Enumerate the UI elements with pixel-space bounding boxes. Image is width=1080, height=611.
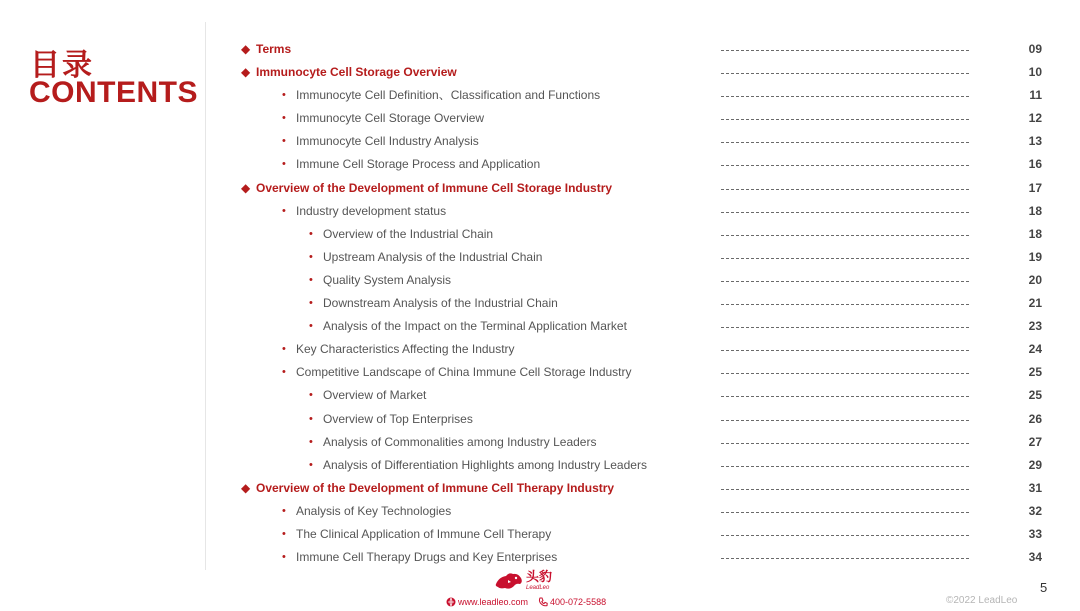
diamond-bullet-icon: ◆ (241, 65, 251, 80)
dotted-leader (721, 281, 969, 282)
toc-entry[interactable] (0, 500, 1080, 523)
toc-entry-label: Immunocyte Cell Storage Overview (256, 65, 457, 80)
toc-entry-page: 17 (1028, 180, 1042, 195)
toc-entry-label: Overview of Top Enterprises (323, 411, 473, 426)
dotted-leader (721, 443, 969, 444)
toc-entry-page: 26 (1028, 411, 1042, 426)
dotted-leader (721, 489, 969, 490)
toc-entry-label: Terms (256, 42, 292, 56)
dot-bullet-icon: • (309, 435, 313, 448)
toc-entry[interactable] (0, 107, 1080, 130)
dot-bullet-icon: • (282, 504, 286, 517)
dotted-leader (721, 73, 969, 74)
toc-entry[interactable] (0, 338, 1080, 361)
dot-bullet-icon: • (309, 458, 313, 471)
toc-entry[interactable] (0, 61, 1080, 84)
toc-entry-label: Immune Cell Storage Process and Application (296, 157, 541, 172)
logo-text-en: LeadLeo (526, 585, 550, 591)
toc-entry-page: 33 (1028, 526, 1042, 541)
dot-bullet-icon: • (309, 389, 313, 402)
dot-bullet-icon: • (282, 89, 286, 102)
page-title-cn: 目录 (30, 48, 94, 83)
dot-bullet-icon: • (309, 412, 313, 425)
toc-entry-page: 18 (1028, 226, 1042, 241)
toc-entry[interactable] (0, 315, 1080, 338)
toc-entry-label: Analysis of the Impact on the Terminal Application Market (323, 319, 627, 334)
copyright-text: ©2022 LeadLeo (946, 595, 1018, 606)
toc-entry[interactable] (0, 200, 1080, 223)
footer-website[interactable]: www.leadleo.com (458, 596, 529, 607)
dotted-leader (721, 142, 969, 143)
dot-bullet-icon: • (282, 551, 286, 564)
dot-bullet-icon: • (282, 366, 286, 379)
toc-entry[interactable] (0, 523, 1080, 546)
toc-entry-label: Analysis of Commonalities among Industry Leaders (323, 434, 597, 449)
dot-bullet-icon: • (309, 320, 313, 333)
dotted-leader (721, 258, 969, 259)
dotted-leader (721, 512, 969, 513)
toc-entry-page: 09 (1028, 42, 1042, 56)
diamond-bullet-icon: ◆ (241, 42, 251, 56)
toc-entry-page: 34 (1028, 550, 1042, 565)
toc-entry-label: Competitive Landscape of China Immune Cell Storage Industry (296, 365, 632, 380)
toc-entry-label: Key Characteristics Affecting the Industry (296, 342, 515, 357)
phone-icon (538, 597, 548, 607)
toc-entry-page: 11 (1029, 88, 1042, 103)
page-number: 5 (1040, 580, 1048, 595)
toc-entry-page: 21 (1028, 296, 1042, 311)
toc-entry[interactable] (0, 38, 1080, 61)
dot-bullet-icon: • (282, 204, 286, 217)
toc-entry[interactable] (0, 292, 1080, 315)
dot-bullet-icon: • (309, 273, 313, 286)
toc-entry[interactable] (0, 546, 1080, 569)
dot-bullet-icon: • (282, 158, 286, 171)
toc-entry-page: 32 (1028, 503, 1042, 518)
dot-bullet-icon: • (309, 250, 313, 263)
toc-entry-label: Overview of the Development of Immune Cell Storage Industry (256, 180, 613, 195)
dotted-leader (721, 373, 969, 374)
dotted-leader (721, 119, 969, 120)
footer-phone: 400-072-5588 (550, 596, 607, 607)
toc-entry[interactable] (0, 269, 1080, 292)
dot-bullet-icon: • (282, 527, 286, 540)
toc-entry-page: 19 (1028, 249, 1042, 264)
toc-entry[interactable] (0, 477, 1080, 500)
toc-entry[interactable] (0, 177, 1080, 200)
toc-entry-label: The Clinical Application of Immune Cell Therapy (296, 526, 552, 541)
toc-entry-label: Analysis of Key Technologies (296, 503, 452, 518)
toc-entry[interactable] (0, 454, 1080, 477)
leopard-logo-icon (494, 570, 524, 592)
dotted-leader (721, 466, 969, 467)
dot-bullet-icon: • (309, 297, 313, 310)
toc-entry-page: 18 (1028, 203, 1042, 218)
toc-entry-label: Overview of the Industrial Chain (323, 226, 494, 241)
toc-entry-page: 27 (1028, 434, 1042, 449)
toc-entry[interactable] (0, 223, 1080, 246)
toc-entry-label: Downstream Analysis of the Industrial Chain (323, 296, 558, 311)
dot-bullet-icon: • (282, 135, 286, 148)
diamond-bullet-icon: ◆ (241, 180, 251, 195)
toc-entry[interactable] (0, 408, 1080, 431)
toc-entry-page: 16 (1028, 157, 1042, 172)
globe-icon (446, 597, 456, 607)
dotted-leader (721, 558, 969, 559)
dotted-leader (721, 420, 969, 421)
toc-entry[interactable] (0, 84, 1080, 107)
toc-entry[interactable] (0, 246, 1080, 269)
toc-entry-page: 25 (1028, 365, 1042, 380)
dotted-leader (721, 327, 969, 328)
toc-entry-page: 23 (1028, 319, 1042, 334)
toc-entry-page: 29 (1028, 457, 1042, 472)
dot-bullet-icon: • (282, 112, 286, 125)
toc-entry[interactable] (0, 384, 1080, 407)
toc-entry-label: Immunocyte Cell Definition、Classification and Functions (296, 88, 601, 103)
toc-entry-page: 20 (1028, 272, 1042, 287)
dotted-leader (721, 212, 969, 213)
toc-entry[interactable] (0, 153, 1080, 176)
dot-bullet-icon: • (309, 227, 313, 240)
footer-contact (446, 595, 606, 608)
toc-entry-label: Industry development status (296, 203, 447, 218)
logo-text-cn: 头豹 (526, 570, 553, 585)
toc-entry-label: Immunocyte Cell Industry Analysis (296, 134, 479, 149)
dotted-leader (721, 535, 969, 536)
toc-entry-label: Upstream Analysis of the Industrial Chain (323, 249, 543, 264)
toc-entry-label: Analysis of Differentiation Highlights among Industry Leaders (323, 457, 647, 472)
toc-entry-label: Immune Cell Therapy Drugs and Key Enterprises (296, 550, 558, 565)
dotted-leader (721, 304, 969, 305)
leadleo-logo (494, 568, 552, 594)
diamond-bullet-icon: ◆ (241, 480, 251, 495)
toc-entry-label: Quality System Analysis (323, 272, 452, 287)
toc-entry-label: Overview of the Development of Immune Cell Therapy Industry (256, 480, 615, 495)
dot-bullet-icon: • (282, 343, 286, 356)
toc-entry[interactable] (0, 130, 1080, 153)
toc-entry[interactable] (0, 361, 1080, 384)
table-of-contents (0, 38, 1080, 569)
dotted-leader (721, 396, 969, 397)
dotted-leader (721, 350, 969, 351)
toc-entry-label: Immunocyte Cell Storage Overview (296, 111, 485, 126)
toc-entry-page: 25 (1028, 388, 1042, 403)
toc-entry-label: Overview of Market (323, 388, 427, 403)
dotted-leader (721, 235, 969, 236)
dotted-leader (721, 165, 969, 166)
toc-entry-page: 24 (1028, 342, 1042, 357)
toc-entry-page: 12 (1028, 111, 1042, 126)
dotted-leader (721, 96, 969, 97)
toc-entry[interactable] (0, 431, 1080, 454)
dotted-leader (721, 50, 969, 51)
dotted-leader (721, 189, 969, 190)
toc-entry-page: 10 (1028, 65, 1042, 80)
toc-entry-page: 31 (1028, 480, 1042, 495)
page-title-en: CONTENTS (29, 76, 198, 109)
toc-entry-page: 13 (1028, 134, 1042, 149)
